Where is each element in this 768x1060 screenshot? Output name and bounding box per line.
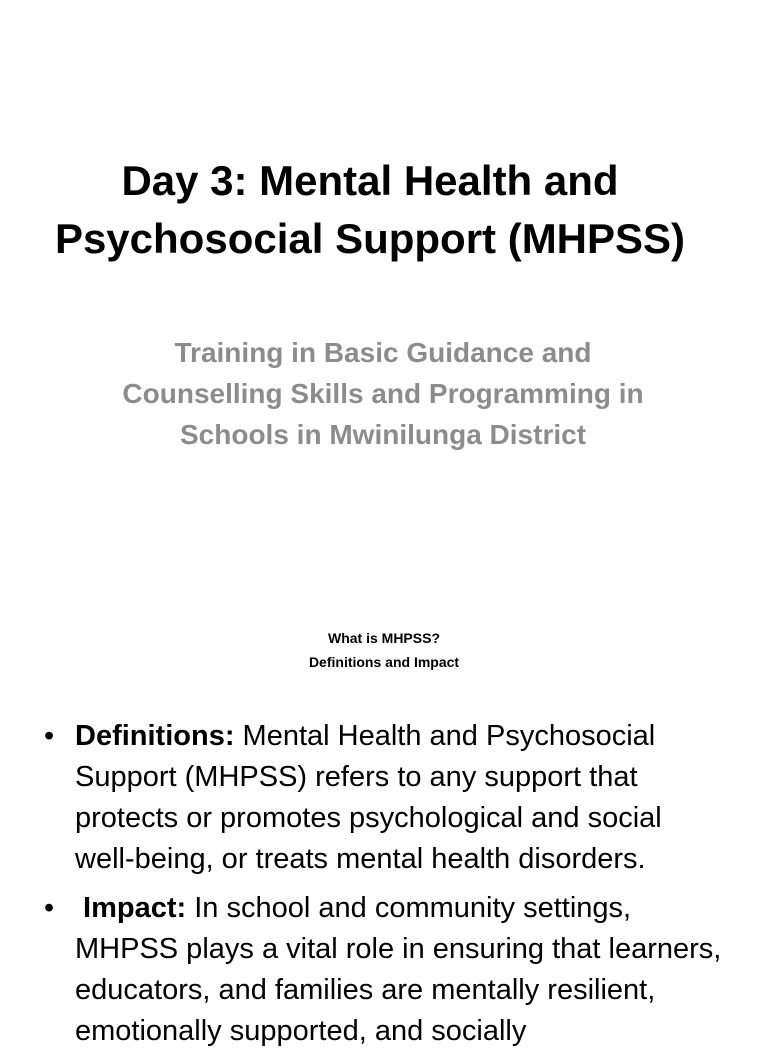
slide-subtitle: Training in Basic Guidance and Counselling Skills and Programming in Schools in Mwinilunga District [122,337,644,450]
section-heading-line2: Definitions and Impact [308,654,460,670]
slide-title: Day 3: Mental Health and Psychosocial Support (MHPSS) [54,157,686,262]
bullet-dot-icon: • [44,720,55,752]
bullet-term: Impact: [75,892,187,924]
bullet-term: Definitions: [75,720,235,752]
bullet-dot-icon: • [44,892,55,924]
bullet-text: Mental Health and Psychosocial Support (MHPSS) refers to any support that protects or promotes psychological and social well-being, or treats mental health disorders. [75,720,662,875]
bullet-item-impact [44,888,724,1052]
bullet-list [44,716,724,1060]
section-heading-line1: What is MHPSS? [327,630,440,646]
section-heading [0,626,768,674]
bullet-text: In school and community settings, MHPSS plays a vital role in ensuring that learners, educators, and families are mentally resilient, emotionally supported, and socially [75,892,722,1047]
bullet-item-definitions [44,716,724,880]
